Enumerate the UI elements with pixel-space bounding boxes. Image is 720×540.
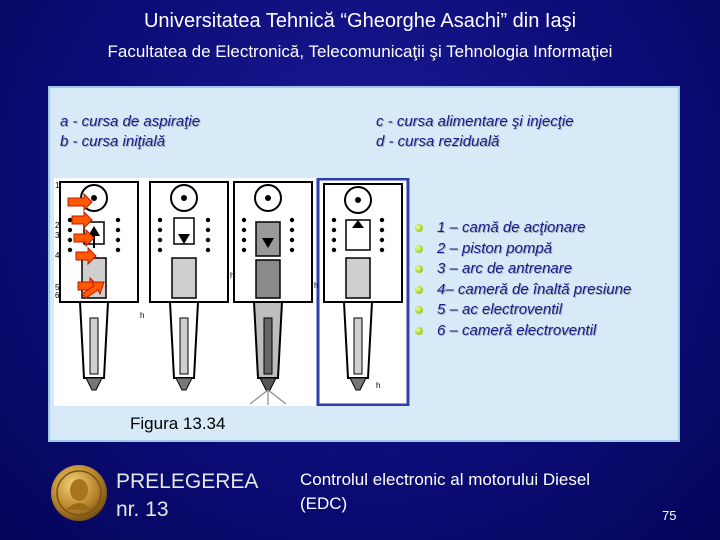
lecture-label — [116, 468, 258, 524]
figure-caption: Figura 13.34 — [130, 414, 226, 433]
bullet-icon — [415, 224, 423, 232]
lecture-number: nr. 13 — [116, 498, 169, 521]
page-number: 75 — [662, 508, 677, 523]
label-h-d: h — [376, 381, 381, 390]
legend-right — [376, 112, 574, 152]
bullet-icon — [415, 306, 423, 314]
component-item: 5 – ac electroventil — [413, 300, 673, 321]
legend-item-a: a - cursa de aspiraţie — [60, 113, 201, 130]
label-3: 3 — [55, 231, 60, 240]
label-6: 6 — [55, 291, 60, 300]
faculty-title: Facultatea de Electronică, Telecomunicaţii şi Tehnologia Informaţiei — [107, 42, 613, 61]
label-5: 5 — [55, 283, 60, 292]
component-item: 4– cameră de înaltă presiune — [413, 280, 673, 301]
legend-item-b: b - cursa iniţială — [60, 133, 166, 150]
injector-figure — [54, 178, 410, 406]
lecture-title: PRELEGEREA — [116, 470, 259, 493]
legend-left — [60, 112, 200, 152]
bullet-icon — [415, 327, 423, 335]
component-item: 2 – piston pompă — [413, 239, 673, 260]
label-2: 2 — [55, 221, 60, 230]
label-1: 1 — [55, 181, 60, 190]
lecture-subject: Controlul electronic al motorului Diesel (EDC) — [300, 470, 591, 513]
bullet-icon — [415, 265, 423, 273]
label-h-a: h — [140, 311, 145, 320]
label-h-c: h — [314, 281, 319, 290]
component-item: 6 – cameră electroventil — [413, 321, 673, 342]
legend-item-d: d - cursa reziduală — [376, 133, 500, 150]
label-4: 4 — [55, 251, 60, 260]
medal-logo-icon — [50, 464, 108, 522]
label-h-b: h — [230, 271, 235, 280]
university-title: Universitatea Tehnică “Gheorghe Asachi” din Iaşi — [143, 10, 577, 32]
bullet-icon — [415, 286, 423, 294]
legend-item-c: c - cursa alimentare şi injecţie — [376, 113, 574, 130]
bullet-icon — [415, 245, 423, 253]
component-item: 3 – arc de antrenare — [413, 259, 673, 280]
component-list — [413, 218, 673, 341]
component-item: 1 – camă de acţionare — [413, 218, 673, 239]
